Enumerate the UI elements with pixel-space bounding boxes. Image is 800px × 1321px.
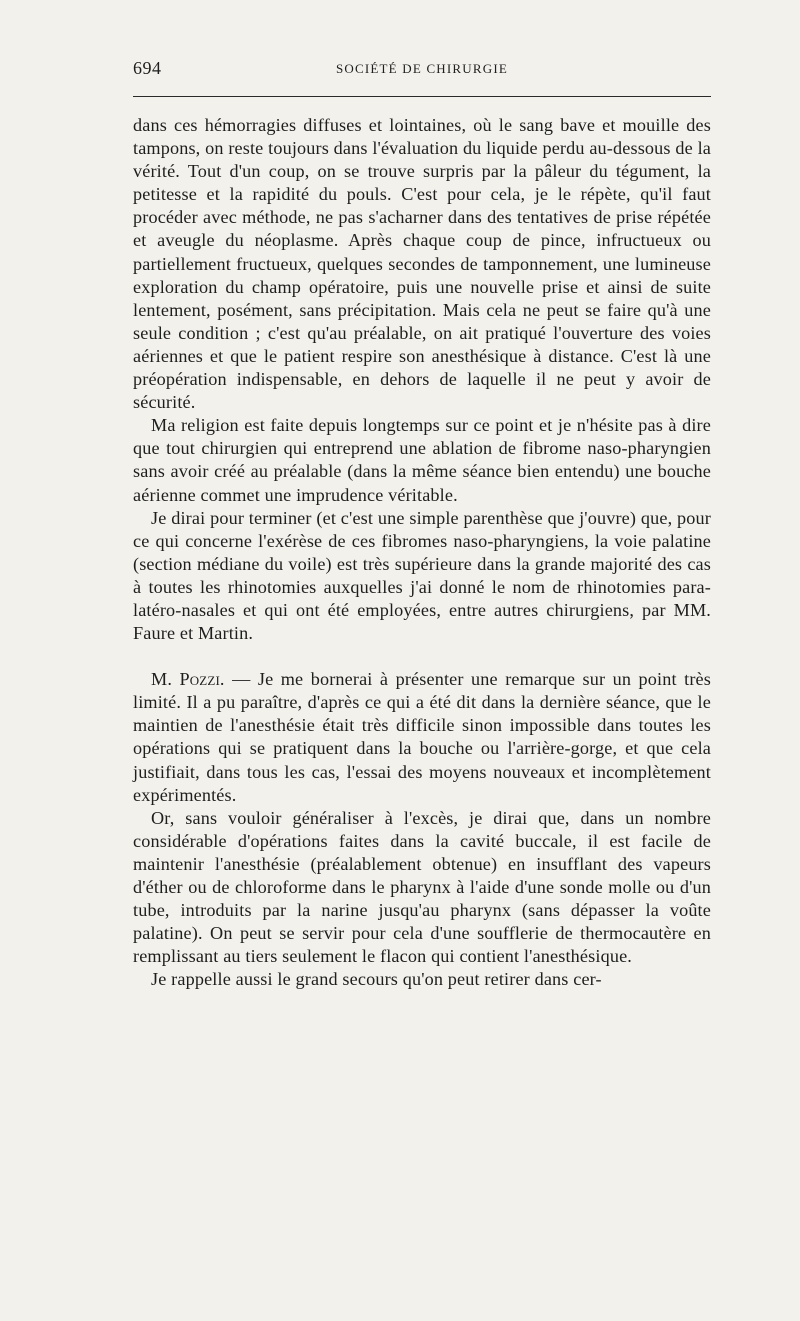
- paragraph-pozzi-remark: [133, 668, 711, 807]
- header-rule: [133, 96, 711, 97]
- body-text: [133, 114, 711, 991]
- page-header: [133, 58, 711, 84]
- paragraph-palatine-route: Je dirai pour terminer (et c'est une simple parenthèse que j'ouvre) que, pour ce qui concerne l'exérèse de ces fibromes naso-pharyngiens, la voie palatine (section médiane du voile) est très supérieure dans la grande majorité des cas à toutes les rhinotomies auxquelles j'ai donné le nom de rhinotomies para-latéro-nasales et qui ont été employées, entre autres chirurgiens, par MM. Faure et Martin.: [133, 507, 711, 644]
- paragraph-insufflation: Or, sans vouloir généraliser à l'excès, je dirai que, dans un nombre considérable d'opérations faites dans la cavité buccale, il est facile de maintenir l'anesthésie (préalablement obtenue) en insufflant des vapeurs d'éther ou de chloroforme dans le pharynx à l'aide d'une sonde molle ou d'un tube, introduits par la narine jusqu'au pharynx (sans dépasser la voûte palatine). On peut se servir pour cela d'une soufflerie de thermocautère en remplissant au tiers seulement le flacon qui contient l'anesthésique.: [133, 807, 711, 967]
- speaker-name: M. Pozzi.: [151, 669, 225, 690]
- paragraph-hemorrhage-method: dans ces hémorragies diffuses et lointaines, où le sang bave et mouille des tampons, on reste toujours dans l'évaluation du liquide perdu au-dessous de la vérité. Tout d'un coup, on se trouve surpris par la pâleur du tégument, la petitesse et la rapidité du pouls. C'est pour cela, je le répète, qu'il faut procéder avec méthode, ne pas s'acharner dans des tentatives de prise répétée et aveugle du néoplasme. Après chaque coup de pince, infructueux ou partiellement fructueux, quelques secondes de tamponnement, une lumineuse exploration du champ opératoire, puis une nouvelle prise et ainsi de suite lentement, posément, sans précipitation. Mais cela ne peut se faire qu'à une seule condition ; c'est qu'au préalable, on ait pratiqué l'ouverture des voies aériennes et que le patient respire son anesthésique à distance. C'est là une préopération indispensable, en dehors de laquelle il ne peut y avoir de sécurité.: [133, 115, 711, 413]
- paragraph-continuation: Je rappelle aussi le grand secours qu'on peut retirer dans cer-: [151, 969, 602, 990]
- page-number: 694: [133, 58, 162, 78]
- paragraph-religion: Ma religion est faite depuis longtemps sur ce point et je n'hésite pas à dire que tout chirurgien qui entreprend une ablation de fibrome naso-pharyngien sans avoir créé au préalable (dans la même séance bien entendu) une bouche aérienne commet une imprudence véritable.: [133, 415, 711, 505]
- paragraph-pozzi-text: — Je me bornerai à présenter une remarque sur un point très limité. Il a pu paraître, d'après ce qui a été dit dans la dernière séance, que le maintien de l'anesthésie était très difficile sinon impossible dans toutes les opérations qui se pratiquent dans la bouche ou l'arrière-gorge, et que cela justifiait, dans tous les cas, l'essai des moyens nouveaux et incomplètement expérimentés.: [133, 669, 711, 805]
- running-title: SOCIÉTÉ DE CHIRURGIE: [335, 61, 509, 76]
